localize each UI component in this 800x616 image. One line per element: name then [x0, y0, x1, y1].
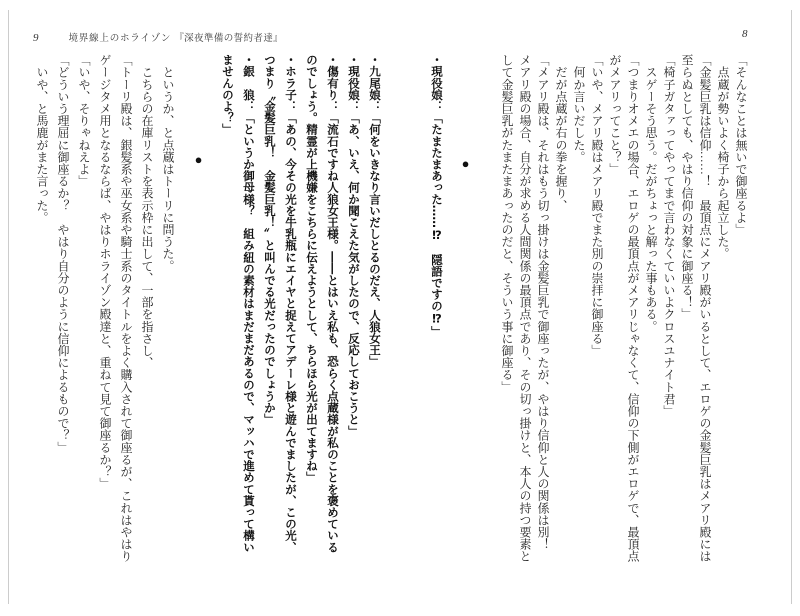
text-column: 何か言いだした。 — [572, 54, 586, 163]
chat-line: ・傷有り：「流石ですね人狼女王様。――とはいえ私も、恐らく点蔵様が私のことを褒めている — [326, 54, 340, 553]
text-column: がメアリってこと？」 — [608, 54, 622, 175]
text-column: というか、と点蔵はトーリに問うた。 — [161, 54, 175, 272]
text-column: こちらの在庫リストを表示枠に出して、一部を指さし、 — [140, 54, 154, 369]
text-column: 点蔵が勢いよく椅子から起立した。 — [716, 54, 730, 260]
text-column: 「メアリ殿は、それはもう切っ掛けは金髪巨乳で御座ったが、やはり信仰と人の関係は別！ — [536, 54, 550, 551]
section-separator: ● — [458, 156, 473, 172]
chat-line: ませんのよ？」 — [221, 54, 235, 136]
text-column: だが点蔵が右の拳を握り、 — [554, 54, 568, 212]
text-column: 「トーリ殿は、銀髪系や巫女系や騎士系のタイトルをよく購入されて御座るが、これはやはり — [119, 54, 133, 563]
text-column: 「いや、そりゃねえよ」 — [77, 54, 91, 188]
chat-line: ・銀 狼：「というか御母様？ 組み紐の素材はまだまだあるので、マッハで進めて貰って構い — [242, 54, 256, 553]
running-header — [33, 28, 283, 46]
page-number-left: 9 — [33, 32, 39, 44]
text-column: 「つまりオメエの場合、エロゲの最頂点がメアリじゃなくて、信仰の下側がエロゲで、最頂点 — [626, 54, 640, 563]
text-column: スゲーそう思う。だがちょっと解った事もある。 — [644, 54, 658, 333]
section-separator: ● — [191, 152, 206, 168]
chapter-title: 『深夜準備の誓約者達』 — [174, 34, 284, 44]
text-column: 「椅子ガタァってやってまで言わなくていいよクロスユナイト君」 — [662, 54, 676, 417]
text-column: 至らぬとしても、やはり信仰の対象に御座る！」 — [680, 54, 694, 321]
series-title: 境界線上のホライゾン — [68, 34, 172, 44]
text-column: 「どういう理屈に御座るか？ やはり自分のように信仰によるもので？」 — [56, 54, 70, 454]
page-edge-left — [8, 10, 9, 604]
text-column: メアリ殿の場合、自分が求める人間関係の最頂点であり、その切っ掛けと、本人の持つ要素と — [518, 54, 532, 563]
page-left-text-block — [31, 54, 385, 574]
chat-line: ・ホラ子：「あの、今その光を牛乳瓶にエイヤと捉えてアデーレ様と遊んでましたが、この光、 — [284, 54, 298, 553]
page-number-right: 8 — [742, 28, 748, 40]
text-column: して金髪巨乳がたまたまあったのだと、そういう事に御座る」 — [500, 54, 514, 393]
page-right-text-block — [428, 54, 750, 574]
chat-line: つまり〝金髪巨乳！ 金髪巨乳！〟と叫んでる光だったのでしょうか」 — [263, 54, 277, 426]
text-column: いや、と馬鹿がまた言った。 — [35, 54, 49, 224]
chat-line: ・九尾娘：「何をいきなり言いだしとるのだえ、人狼女王」 — [368, 54, 382, 368]
page-edge-right — [791, 10, 792, 604]
chat-line: ・現役娘：「あ、いえ、何か聞こえた気がしたので、反応しておこうと」 — [347, 54, 361, 437]
chat-line: のでしょう。精霊が上機嫌をこちらに伝えようとして、ちらほら光が出てますね」 — [305, 54, 319, 484]
chat-line: ・現役娘：「たまたまあった……⁉ 隠語ですの⁉」 — [430, 54, 444, 338]
text-column: 「いや、メアリ殿はメアリ殿でまた別の崇拝に御座る」 — [590, 54, 604, 357]
text-column: 「そんなことは無いで御座るよ」 — [734, 54, 748, 236]
text-column: ゲージタメ用となるならば、やはりホライゾン殿達と、重ねて見て御座るか？」 — [98, 54, 112, 490]
text-column: 「金髪巨乳は信仰……！ 最頂点にメアリ殿がいるとして、エロゲの金髪巨乳はメアリ殿には — [698, 54, 712, 563]
